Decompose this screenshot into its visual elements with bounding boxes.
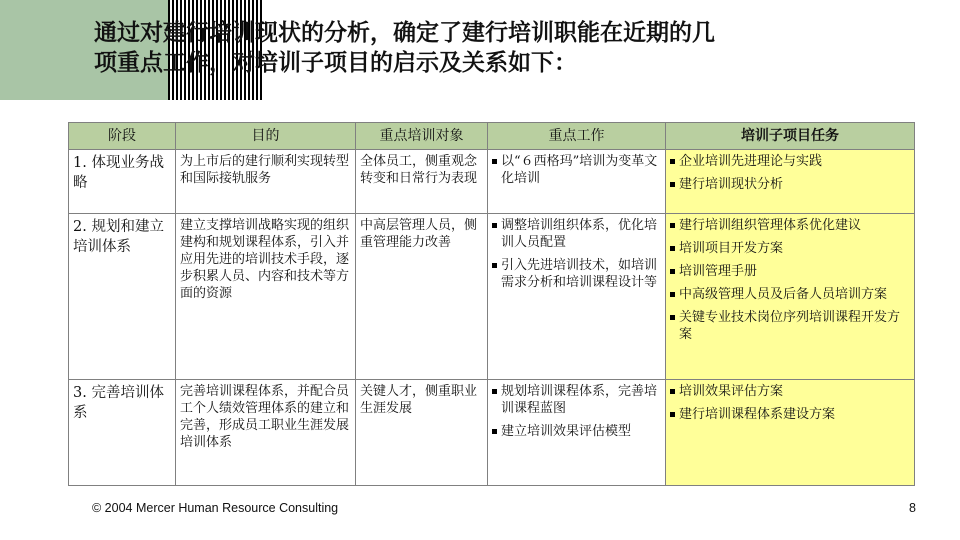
list-item: 培训效果评估方案 bbox=[670, 383, 910, 400]
target-cell: 中高层管理人员，侧重管理能力改善 bbox=[356, 214, 488, 380]
list-item: 建立培训效果评估模型 bbox=[492, 423, 661, 440]
list-item: 以“６西格玛”培训为变革文化培训 bbox=[492, 153, 661, 187]
list-item: 建行培训现状分析 bbox=[670, 176, 910, 193]
title-line-1: 通过对建行培训现状的分析，确定了建行培训职能在近期的几 bbox=[94, 20, 715, 46]
table-row bbox=[69, 214, 915, 380]
slide-title bbox=[94, 18, 924, 78]
header-target: 重点培训对象 bbox=[356, 123, 488, 150]
list-item: 培训管理手册 bbox=[670, 263, 910, 280]
list-item: 培训项目开发方案 bbox=[670, 240, 910, 257]
work-cell bbox=[488, 214, 666, 380]
list-item: 建行培训组织管理体系优化建议 bbox=[670, 217, 910, 234]
copyright-footer: © 2004 Mercer Human Resource Consulting bbox=[92, 501, 339, 515]
page-number: 8 bbox=[909, 501, 916, 515]
tasks-cell bbox=[666, 150, 915, 214]
work-cell bbox=[488, 380, 666, 486]
header-stage: 阶段 bbox=[69, 123, 176, 150]
table-row bbox=[69, 380, 915, 486]
target-cell: 全体员工，侧重观念转变和日常行为表现 bbox=[356, 150, 488, 214]
list-item: 关键专业技术岗位序列培训课程开发方案 bbox=[670, 309, 910, 343]
tasks-cell bbox=[666, 214, 915, 380]
table-row bbox=[69, 150, 915, 214]
title-line-2: 项重点工作，对培训子项目的启示及关系如下： bbox=[94, 50, 577, 76]
list-item: 中高级管理人员及后备人员培训方案 bbox=[670, 286, 910, 303]
list-item: 建行培训课程体系建设方案 bbox=[670, 406, 910, 423]
target-cell: 关键人才，侧重职业生涯发展 bbox=[356, 380, 488, 486]
header-work: 重点工作 bbox=[488, 123, 666, 150]
training-plan-table bbox=[68, 122, 915, 486]
stage-cell: 1. 体现业务战略 bbox=[69, 150, 176, 214]
table-header-row bbox=[69, 123, 915, 150]
purpose-cell: 建立支撑培训战略实现的组织建构和规划课程体系，引入并应用先进的培训技术手段，逐步积累人员、内容和技术等方面的资源 bbox=[176, 214, 356, 380]
header-tasks: 培训子项目任务 bbox=[666, 123, 915, 150]
tasks-cell bbox=[666, 380, 915, 486]
list-item: 调整培训组织体系，优化培训人员配置 bbox=[492, 217, 661, 251]
work-cell bbox=[488, 150, 666, 214]
list-item: 企业培训先进理论与实践 bbox=[670, 153, 910, 170]
list-item: 规划培训课程体系，完善培训课程蓝图 bbox=[492, 383, 661, 417]
stage-cell: 3. 完善培训体系 bbox=[69, 380, 176, 486]
header-purpose: 目的 bbox=[176, 123, 356, 150]
list-item: 引入先进培训技术，如培训需求分析和培训课程设计等 bbox=[492, 257, 661, 291]
purpose-cell: 完善培训课程体系，并配合员工个人绩效管理体系的建立和完善，形成员工职业生涯发展培训体系 bbox=[176, 380, 356, 486]
purpose-cell: 为上市后的建行顺利实现转型和国际接轨服务 bbox=[176, 150, 356, 214]
stage-cell: 2. 规划和建立培训体系 bbox=[69, 214, 176, 380]
